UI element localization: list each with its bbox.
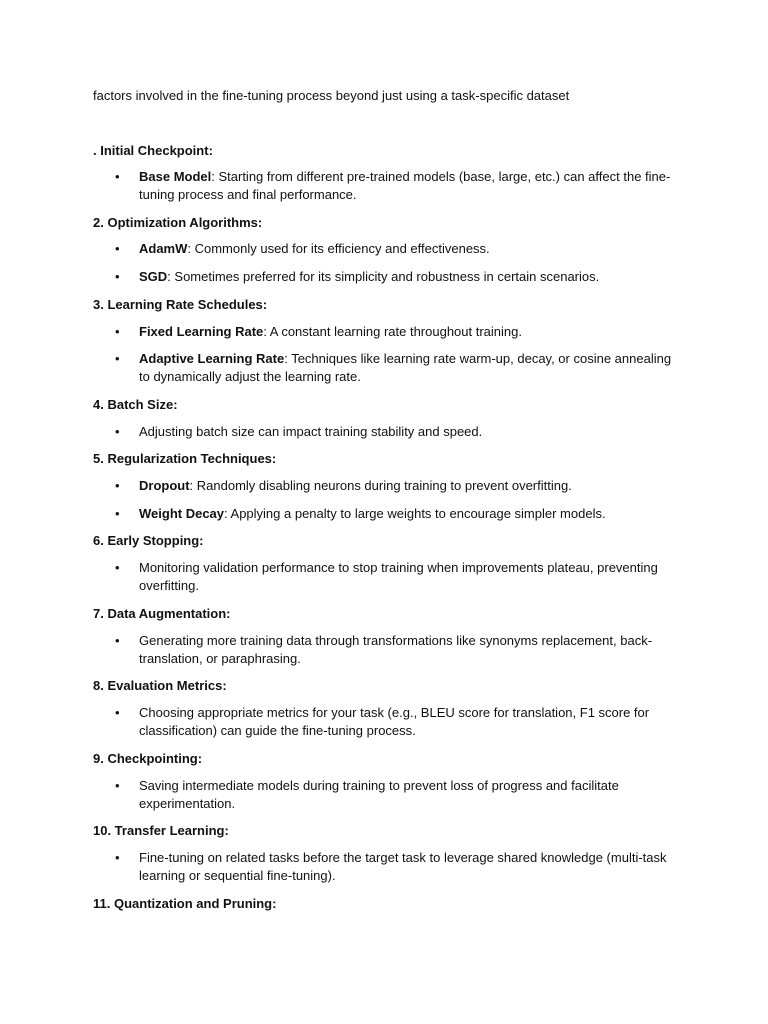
item-description: : Applying a penalty to large weights to encourage simpler models. [224, 506, 606, 521]
bullet-icon: • [115, 169, 120, 184]
bullet-icon: • [115, 633, 120, 648]
list-item [93, 423, 683, 441]
list-item-text [139, 559, 683, 595]
list-item-text [139, 704, 683, 740]
list-item [93, 168, 683, 204]
bullet-icon: • [115, 506, 120, 521]
list-item [93, 323, 683, 341]
bullet-icon: • [115, 778, 120, 793]
section-heading: 4. Batch Size: [93, 397, 178, 412]
bullet-icon: • [115, 560, 120, 575]
list-item-text [139, 505, 683, 523]
item-description: : A constant learning rate throughout training. [263, 324, 522, 339]
item-term: Base Model [139, 169, 212, 184]
section-heading: 2. Optimization Algorithms: [93, 215, 263, 230]
item-description: Adjusting batch size can impact training stability and speed. [139, 424, 483, 439]
list-item [93, 632, 683, 668]
item-term: AdamW [139, 241, 188, 256]
item-description: Fine-tuning on related tasks before the target task to leverage shared knowledge (multi-task learning or sequential fine-tuning). [139, 850, 667, 883]
list-item [93, 777, 683, 813]
item-term: SGD [139, 269, 168, 284]
list-item [93, 559, 683, 595]
intro-paragraph: factors involved in the fine-tuning process beyond just using a task-specific dataset [93, 88, 570, 103]
item-description: Generating more training data through transformations like synonyms replacement, back-translation, or paraphrasing. [139, 633, 653, 666]
item-term: Fixed Learning Rate [139, 324, 264, 339]
section-heading: 7. Data Augmentation: [93, 606, 231, 621]
list-item-text [139, 240, 683, 258]
item-description: : Sometimes preferred for its simplicity and robustness in certain scenarios. [167, 269, 600, 284]
list-item-text [139, 168, 683, 204]
list-item-text [139, 323, 683, 341]
list-item-text [139, 423, 683, 441]
bullet-icon: • [115, 269, 120, 284]
list-item [93, 240, 683, 258]
list-item-text [139, 632, 683, 668]
item-term: Dropout [139, 478, 190, 493]
section-heading: 5. Regularization Techniques: [93, 451, 277, 466]
item-term: Weight Decay [139, 506, 225, 521]
list-item [93, 704, 683, 740]
item-description: Saving intermediate models during training to prevent loss of progress and facilitate experimentation. [139, 778, 619, 811]
list-item-text [139, 777, 683, 813]
bullet-icon: • [115, 478, 120, 493]
section-heading: . Initial Checkpoint: [93, 143, 213, 158]
list-item [93, 350, 683, 386]
section-heading: 6. Early Stopping: [93, 533, 204, 548]
bullet-icon: • [115, 324, 120, 339]
list-item-text [139, 477, 683, 495]
item-term: Adaptive Learning Rate [139, 351, 285, 366]
list-item-text [139, 350, 683, 386]
list-item [93, 849, 683, 885]
section-heading: 8. Evaluation Metrics: [93, 678, 227, 693]
list-item [93, 505, 683, 523]
bullet-icon: • [115, 705, 120, 720]
section-heading: 11. Quantization and Pruning: [93, 896, 277, 911]
item-description: : Techniques like learning rate warm-up, decay, or cosine annealing to dynamically adjust the learning rate. [139, 351, 672, 384]
list-item-text [139, 849, 683, 885]
item-description: : Starting from different pre-trained models (base, large, etc.) can affect the fine-tuning process and final performance. [139, 169, 671, 202]
list-item [93, 268, 683, 286]
list-item [93, 477, 683, 495]
bullet-icon: • [115, 424, 120, 439]
item-description: Monitoring validation performance to stop training when improvements plateau, preventing overfitting. [139, 560, 658, 593]
section-heading: 3. Learning Rate Schedules: [93, 297, 268, 312]
section-heading: 10. Transfer Learning: [93, 823, 229, 838]
bullet-icon: • [115, 241, 120, 256]
bullet-icon: • [115, 351, 120, 366]
item-description: : Commonly used for its efficiency and effectiveness. [187, 241, 490, 256]
section-heading: 9. Checkpointing: [93, 751, 203, 766]
list-item-text [139, 268, 683, 286]
item-description: : Randomly disabling neurons during training to prevent overfitting. [189, 478, 572, 493]
item-description: Choosing appropriate metrics for your task (e.g., BLEU score for translation, F1 score for classification) can guide the fine-tuning process. [139, 705, 650, 738]
bullet-icon: • [115, 850, 120, 865]
